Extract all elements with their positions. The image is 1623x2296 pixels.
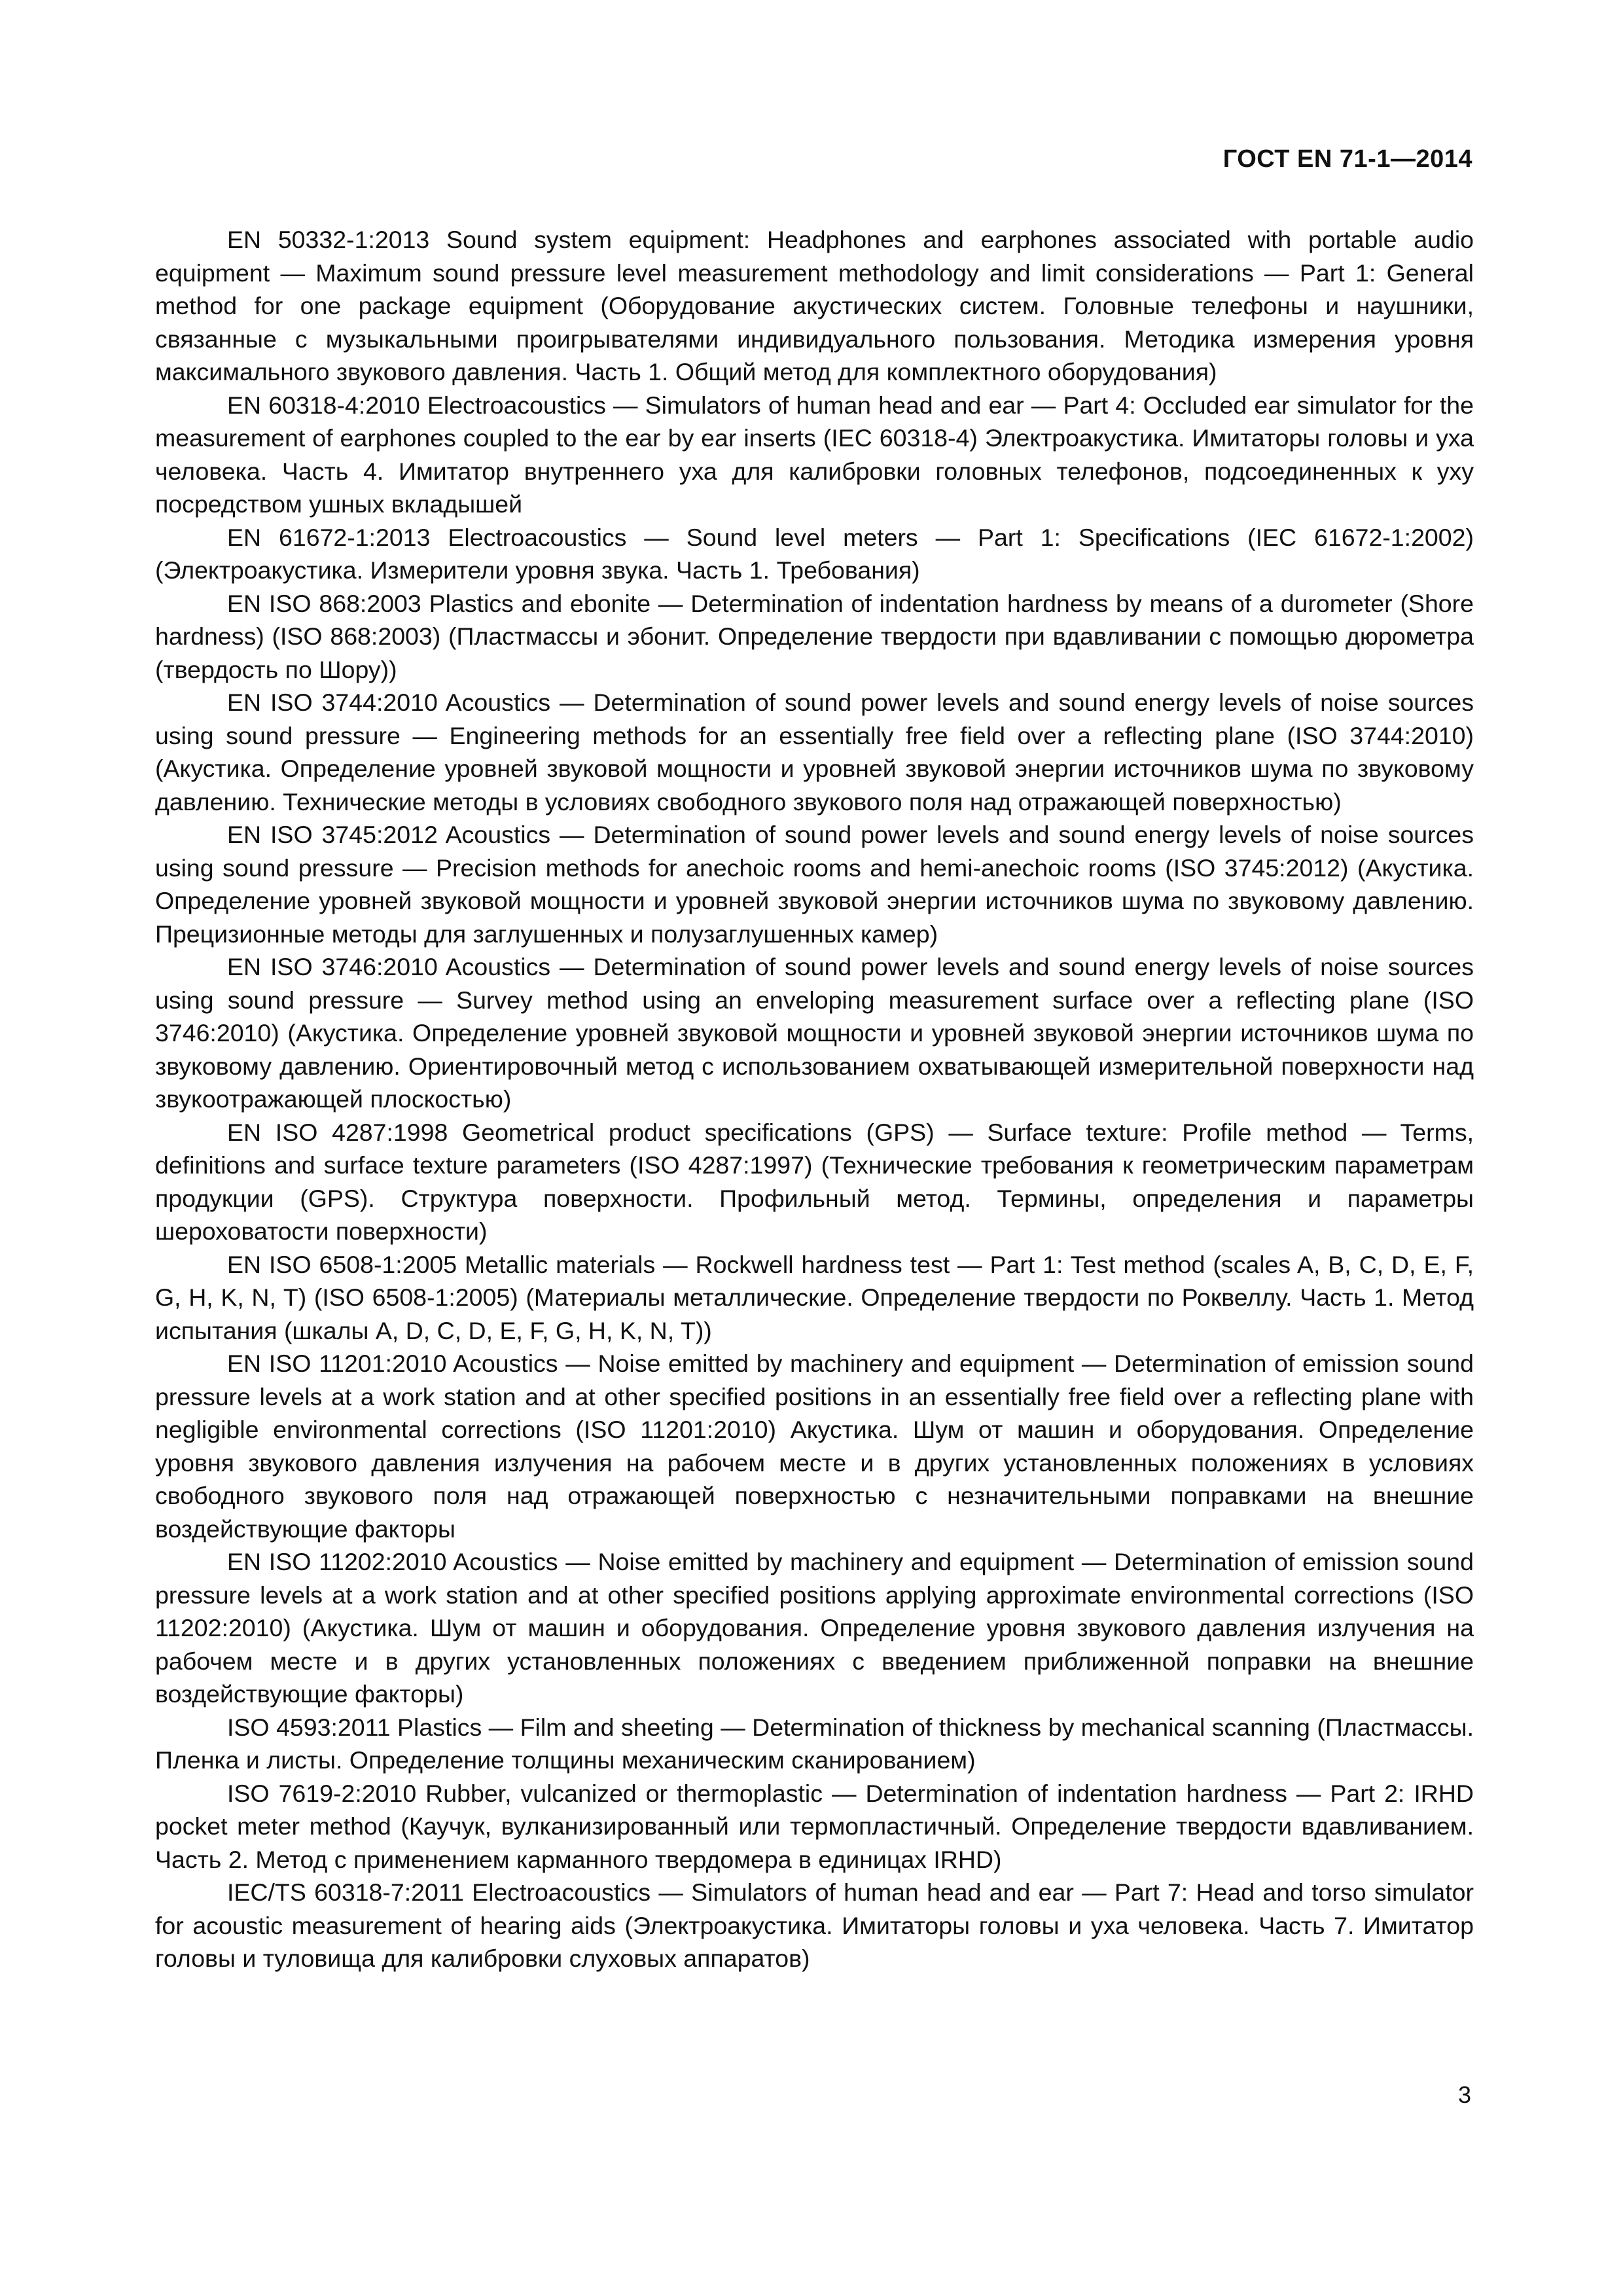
normative-references-list	[155, 223, 1474, 1975]
reference-entry: EN 61672-1:2013 Electroacoustics — Sound level meters — Part 1: Specifications (IEC 61672-1:2002) (Электроакустика. Измерители уровня звука. Часть 1. Требования)	[155, 523, 1474, 584]
reference-entry: EN ISO 3746:2010 Acoustics — Determination of sound power levels and sound energy levels of noise sources using sound pressure — Survey method using an enveloping measurement surface over a reflecting plane (ISO 3746:2010) (Акустика. Определение уровней звуковой мощности и уровней звуковой энергии источников шума по звуковому давлению. Ориентировочный метод с использованием охватывающей измерительной поверхности над звукоотражающей плоскостью)	[155, 953, 1474, 1113]
reference-entry: EN ISO 3745:2012 Acoustics — Determination of sound power levels and sound energy levels of noise sources using sound pressure — Precision methods for anechoic rooms and hemi-anechoic rooms (ISO 3745:2012) (Акустика. Определение уровней звуковой мощности и уровней звуковой энергии источников шума по звуковому давлению. Прецизионные методы для заглушенных и полузаглушенных камер)	[155, 821, 1474, 948]
reference-entry: ISO 7619-2:2010 Rubber, vulcanized or thermoplastic — Determination of indentation hardness — Part 2: IRHD pocket meter method (Каучук, вулканизированный или термопластичный. Определение твердости вдавливанием. Часть 2. Метод с применением карманного твердомера в единицах IRHD)	[155, 1779, 1474, 1873]
reference-entry: IEC/TS 60318-7:2011 Electroacoustics — Simulators of human head and ear — Part 7: Head and torso simulator for acoustic measurement of hearing aids (Электроакустика. Имитаторы головы и уха человека. Часть 7. Имитатор головы и туловища для калибровки слуховых аппаратов)	[155, 1878, 1474, 1972]
reference-entry: EN ISO 11201:2010 Acoustics — Noise emitted by machinery and equipment — Determination of emission sound pressure levels at a work station and at other specified positions in an essentially free field over a reflecting plane with negligible environmental corrections (ISO 11201:2010) Акустика. Шум от машин и оборудования. Определение уровня звукового давления излучения на рабочем месте и в других установленных положениях в условиях свободного звукового поля над отражающей поверхностью с незначительными поправками на внешние воздействующие факторы	[155, 1350, 1474, 1543]
reference-entry: EN ISO 11202:2010 Acoustics — Noise emitted by machinery and equipment — Determination of emission sound pressure levels at a work station and at other specified positions applying approximate environmental corrections (ISO 11202:2010) (Акустика. Шум от машин и оборудования. Определение уровня звукового давления излучения на рабочем месте и в других установленных положениях с введением приближенной поправки на внешние воздействующие факторы)	[155, 1548, 1474, 1708]
document-code: ГОСТ EN 71-1—2014	[1222, 145, 1472, 173]
reference-entry: EN ISO 4287:1998 Geometrical product specifications (GPS) — Surface texture: Profile method — Terms, definitions and surface texture parameters (ISO 4287:1997) (Технические требования к геометрическим параметрам продукции (GPS). Структура поверхности. Профильный метод. Термины, определения и параметры шероховатости поверхности)	[155, 1118, 1474, 1245]
reference-entry: EN ISO 6508-1:2005 Metallic materials — Rockwell hardness test — Part 1: Test method (scales A, B, C, D, E, F, G, H, K, N, T) (ISO 6508-1:2005) (Материалы металлические. Определение твердости по Роквеллу. Часть 1. Метод испытания (шкалы A, D, C, D, E, F, G, H, K, N, T))	[155, 1250, 1474, 1344]
page-number: 3	[1457, 2081, 1471, 2108]
reference-entry: EN ISO 3744:2010 Acoustics — Determination of sound power levels and sound energy levels of noise sources using sound pressure — Engineering methods for an essentially free field over a reflecting plane (ISO 3744:2010) (Акустика. Определение уровней звуковой мощности и уровней звуковой энергии источников шума по звуковому давлению. Технические методы в условиях свободного звукового поля над отражающей поверхностью)	[155, 689, 1474, 816]
reference-entry: EN 50332-1:2013 Sound system equipment: Headphones and earphones associated with portable audio equipment — Maximum sound pressure level measurement methodology and limit considerations — Part 1: General method for one package equipment (Оборудование акустических систем. Головные телефоны и наушники, связанные с музыкальными проигрывателями индивидуального пользования. Методика измерения уровня максимального звукового давления. Часть 1. Общий метод для комплектного оборудования)	[155, 226, 1474, 386]
reference-entry: ISO 4593:2011 Plastics — Film and sheeting — Determination of thickness by mechanical scanning (Пластмассы. Пленка и листы. Определение толщины механическим сканированием)	[155, 1713, 1474, 1774]
reference-entry: EN ISO 868:2003 Plastics and ebonite — Determination of indentation hardness by means of a durometer (Shore hardness) (ISO 868:2003) (Пластмассы и эбонит. Определение твердости при вдавливании с помощью дюрометра (твердость по Шору))	[155, 589, 1474, 683]
reference-entry: EN 60318-4:2010 Electroacoustics — Simulators of human head and ear — Part 4: Occluded ear simulator for the measurement of earphones coupled to the ear by ear inserts (IEC 60318-4) Электроакустика. Имитаторы головы и уха человека. Часть 4. Имитатор внутреннего уха для калибровки головных телефонов, подсоединенных к уху посредством ушных вкладышей	[155, 391, 1474, 518]
